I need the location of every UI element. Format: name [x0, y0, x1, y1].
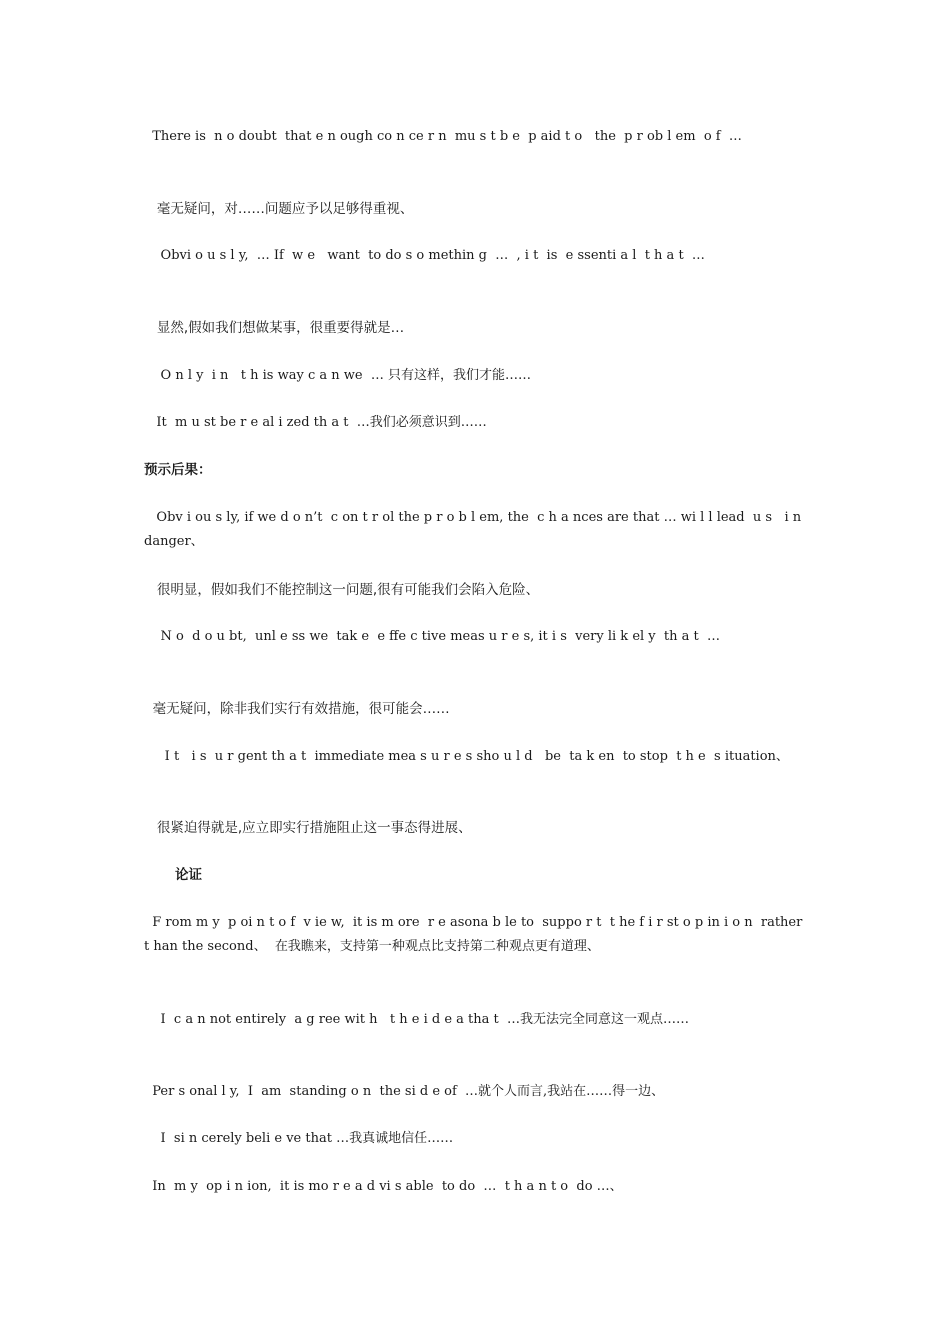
paragraph-zh-measures: 毫无疑问，除非我们实行有效措施，很可能会……: [144, 701, 450, 717]
paragraph-personally: Per s onal l y, I am standing o n the si d e of …就个人而言,我站在……得一边、: [144, 1084, 665, 1099]
paragraph-en-measures: N o d o u bt, unl e ss we tak e e ffe c tive meas u r e s, it i s very li k el y th a t …: [144, 629, 721, 644]
paragraph-zh-danger: 很明显，假如我们不能控制这一问题,很有可能我们会陷入危险、: [144, 582, 540, 598]
paragraph-zh-urgent: 很紧迫得就是,应立即实行措施阻止这一事态得进展、: [144, 820, 472, 836]
paragraph-en-danger: Obv i ou s ly, if we d o n’t c on t r ol the p r o b l em, the c h a nces are that … wi l l lead u s i n danger、: [144, 510, 806, 549]
section-heading-argument: 论证: [175, 867, 202, 883]
paragraph-cannot-agree: I c a n not entirely a g ree wit h t h e i d e a tha t …我无法完全同意这一观点……: [144, 1012, 689, 1027]
paragraph-point-of-view: F rom m y p oi n t o f v ie w, it is m ore r e asona b le to suppo r t t he f i r st o p in i o n rather t han the second、 在我瞧来，支持第一种观点比支持第二种观点更有道理、: [144, 915, 811, 954]
paragraph-en-urgent: I t i s u r gent th a t immediate mea s u r e s sho u l d be ta k en to stop t h e s ituation、: [144, 749, 789, 764]
paragraph-en-attention: There is n o doubt that e n ough co n ce r n mu s t b e p aid t o the p r ob l em o f …: [144, 129, 742, 144]
paragraph-zh-essential: 显然,假如我们想做某事，很重要得就是…: [144, 320, 405, 336]
paragraph-sincerely: I si n cerely beli e ve that …我真诚地信任……: [144, 1131, 454, 1146]
paragraph-en-essential: Obvi o u s l y, … If w e want to do s o methin g … , i t is e ssenti a l t h a t …: [144, 248, 705, 263]
section-heading-consequence: 预示后果：: [144, 462, 212, 478]
paragraph-must-be-realized: It m u st be r e al i zed th a t …我们必须意识到……: [144, 415, 487, 430]
paragraph-only-in-this-way: O n l y i n t h is way c a n we … 只有这样，我们才能……: [144, 368, 531, 383]
paragraph-zh-attention: 毫无疑问，对……问题应予以足够得重视、: [144, 201, 414, 217]
paragraph-advisable: In m y op i n ion, it is mo r e a d vi s able to do … t h a n t o do …、: [144, 1179, 623, 1194]
